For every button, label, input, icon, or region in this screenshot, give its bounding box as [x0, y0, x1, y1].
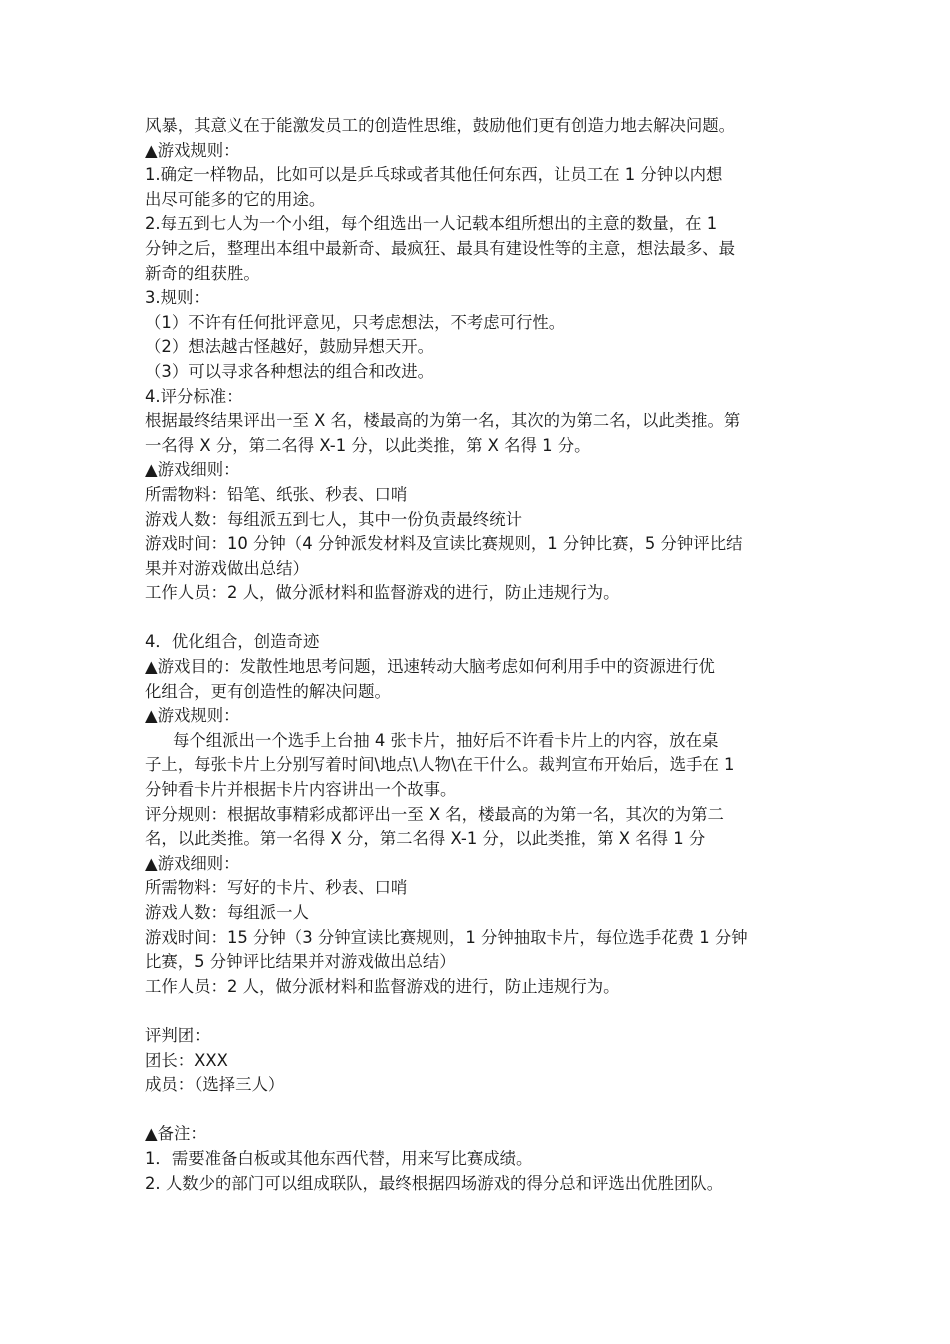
text-line: 2. 人数少的部门可以组成联队，最终根据四场游戏的得分总和评选出优胜团队。 — [145, 1173, 724, 1193]
text-line: 1．需要准备白板或其他东西代替，用来写比赛成绩。 — [145, 1148, 533, 1168]
text-line: 3.规则： — [145, 288, 210, 308]
text-line: 游戏时间：15 分钟（3 分钟宣读比赛规则，1 分钟抽取卡片，每位选手花费 1 分钟 — [145, 927, 748, 947]
text-line: 所需物料：铅笔、纸张、秒表、口哨 — [145, 484, 408, 504]
text-line: ▲游戏细则： — [145, 460, 240, 480]
text-line: 根据最终结果评出一至 X 名，楼最高的为第一名，其次的为第二名，以此类推。第 — [145, 411, 741, 431]
text-line: 4.评分标准： — [145, 386, 243, 406]
text-line: 出尽可能多的它的用途。 — [145, 189, 326, 209]
text-line: 游戏人数：每组派一人 — [145, 903, 309, 922]
text-line: ▲游戏规则： — [145, 140, 240, 160]
text-line: 评分规则：根据故事精彩成都评出一至 X 名，楼最高的为第一名，其次的为第二 — [145, 804, 724, 824]
text-line: 新奇的组获胜。 — [145, 263, 260, 283]
text-line: 分钟之后，整理出本组中最新奇、最疯狂、最具有建设性等的主意，想法最多、最 — [145, 238, 736, 258]
text-line: 比赛，5 分钟评比结果并对游戏做出总结） — [145, 952, 456, 972]
text-line: ▲游戏细则： — [145, 853, 240, 873]
text-line: ▲备注： — [145, 1124, 207, 1144]
text-line: 1.确定一样物品，比如可以是乒乓球或者其他任何东西，让员工在 1 分钟以内想 — [145, 165, 723, 185]
text-line: 工作人员：2 人，做分派材料和监督游戏的进行，防止违规行为。 — [145, 976, 620, 996]
text-line: 所需物料：写好的卡片、秒表、口哨 — [145, 878, 408, 898]
text-line: 名，以此类推。第一名得 X 分，第二名得 X-1 分，以此类推，第 X 名得 1 分 — [145, 829, 706, 849]
text-line: 工作人员：2 人，做分派材料和监督游戏的进行，防止违规行为。 — [145, 583, 620, 603]
text-line: （3）可以寻求各种想法的组合和改进。 — [145, 361, 435, 381]
text-line: ▲游戏目的：发散性地思考问题，迅速转动大脑考虑如何利用手中的资源进行优 — [145, 657, 715, 677]
section-heading: 4．优化组合，创造奇迹 — [145, 632, 320, 652]
text-line: 游戏人数：每组派五到七人，其中一份负责最终统计 — [145, 509, 522, 529]
text-line: （1）不许有任何批评意见，只考虑想法，不考虑可行性。 — [145, 312, 566, 332]
text-line: 风暴，其意义在于能激发员工的创造性思维，鼓励他们更有创造力地去解决问题。 — [145, 116, 736, 135]
paragraph-spacer — [145, 1098, 817, 1123]
document-page — [145, 114, 817, 1196]
text-line: 子上，每张卡片上分别写着时间\地点\人物\在干什么。裁判宣布开始后，选手在 1 — [145, 755, 735, 775]
section-brainstorm — [145, 114, 817, 606]
text-line: 团长：XXX — [145, 1050, 228, 1070]
text-line: （2）想法越古怪越好，鼓励异想天开。 — [145, 337, 435, 357]
section-optimize-combination — [145, 630, 817, 999]
section-notes — [145, 1122, 817, 1196]
text-line: 评判团： — [145, 1025, 211, 1045]
text-line-indented: 每个组派出一个选手上台抽 4 张卡片，抽好后不许看卡片上的内容，放在桌 — [173, 730, 719, 750]
text-line: 化组合，更有创造性的解决问题。 — [145, 681, 391, 701]
paragraph-spacer — [145, 999, 817, 1024]
text-line: 2.每五到七人为一个小组，每个组选出一人记载本组所想出的主意的数量，在 1 — [145, 214, 718, 234]
section-jury — [145, 1024, 817, 1098]
paragraph-spacer — [145, 606, 817, 631]
text-line: ▲游戏规则： — [145, 706, 240, 726]
text-line: 成员：（选择三人） — [145, 1075, 285, 1095]
text-line: 分钟看卡片并根据卡片内容讲出一个故事。 — [145, 780, 457, 800]
text-line: 果并对游戏做出总结） — [145, 558, 309, 578]
text-line: 游戏时间：10 分钟（4 分钟派发材料及宣读比赛规则，1 分钟比赛，5 分钟评比结 — [145, 534, 743, 554]
text-line: 一名得 X 分，第二名得 X-1 分，以此类推，第 X 名得 1 分。 — [145, 435, 591, 455]
